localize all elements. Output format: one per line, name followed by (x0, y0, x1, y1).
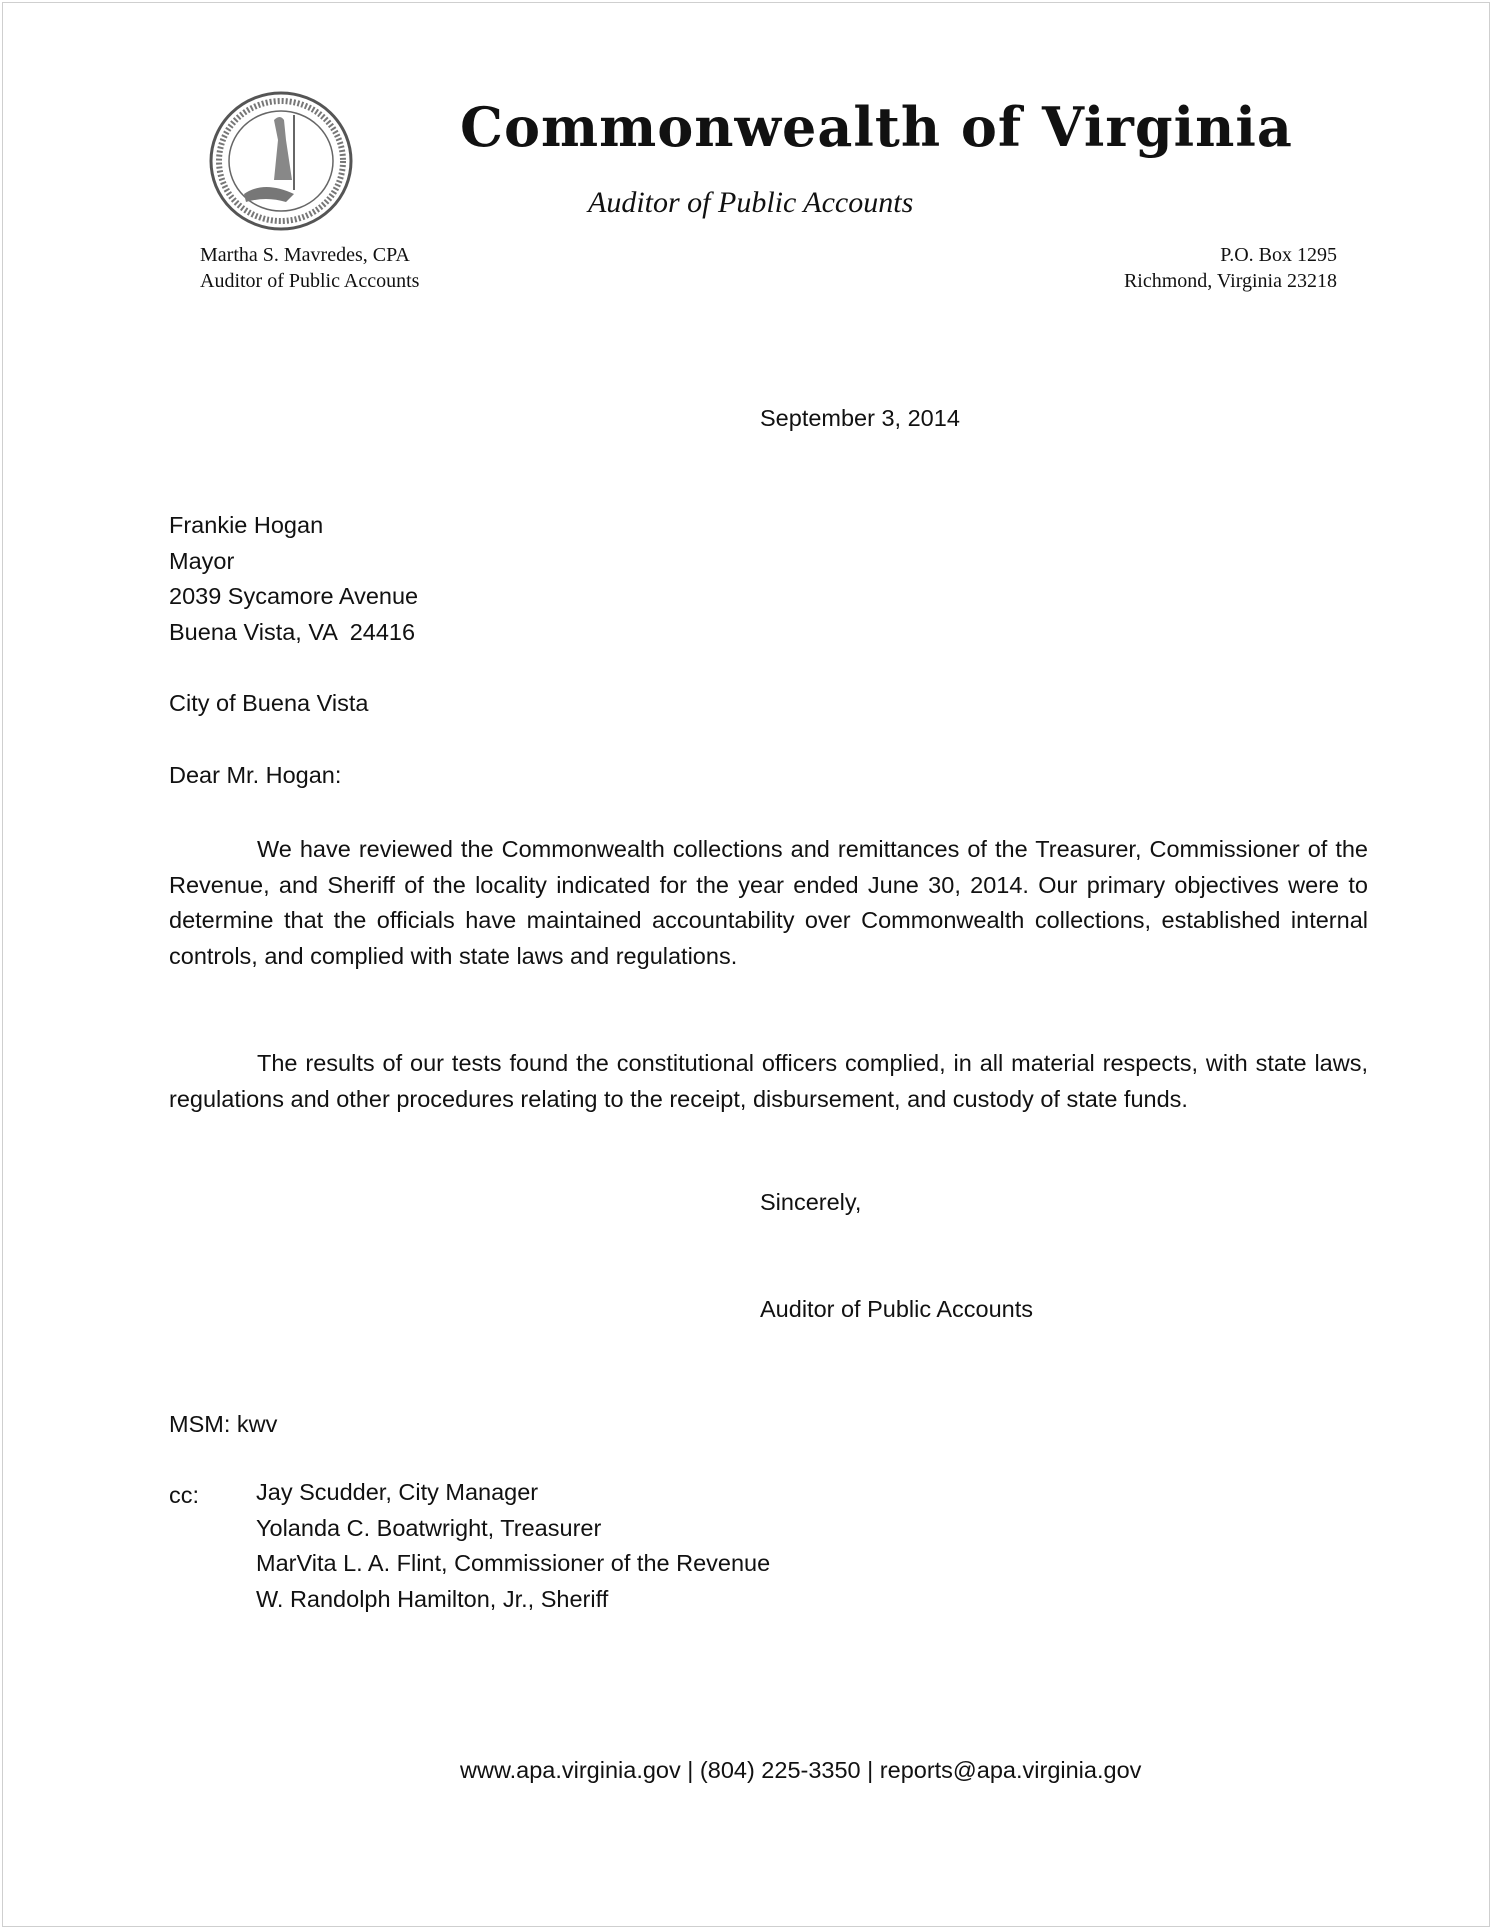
salutation: Dear Mr. Hogan: (169, 762, 342, 788)
footer-phone: (804) 225-3350 (699, 1757, 861, 1783)
locality: City of Buena Vista (169, 690, 369, 716)
cc-item: MarVita L. A. Flint, Commissioner of the Revenue (256, 1550, 771, 1577)
body-paragraph: The results of our tests found the constitutional officers complied, in all material respects, with state laws, regulations and other procedures relating to the receipt, disbursement, and custody of state funds. (169, 1050, 1368, 1112)
cc-item: W. Randolph Hamilton, Jr., Sheriff (256, 1586, 609, 1613)
recipient-city: Buena Vista, VA 24416 (169, 619, 416, 645)
signature: Auditor of Public Accounts (760, 1296, 1034, 1322)
letter-date: September 3, 2014 (760, 405, 960, 431)
auditor-name: Martha S. Mavredes, CPA (200, 244, 410, 266)
recipient-title: Mayor (169, 548, 235, 574)
cc-item: Yolanda C. Boatwright, Treasurer (256, 1514, 602, 1541)
footer-separator: | (680, 1757, 700, 1783)
footer (460, 1757, 1141, 1784)
footer-website[interactable]: www.apa.virginia.gov (460, 1757, 681, 1783)
po-box: P.O. Box 1295 (1220, 244, 1337, 266)
recipient-street: 2039 Sycamore Avenue (169, 583, 419, 609)
closing: Sincerely, (760, 1189, 862, 1215)
cc-item: Jay Scudder, City Manager (256, 1479, 539, 1505)
cc-list (256, 1475, 770, 1618)
office-address-block (1124, 242, 1337, 294)
auditor-title: Auditor of Public Accounts (200, 270, 420, 292)
letterhead-subtitle: Auditor of Public Accounts (588, 186, 914, 219)
cc-label: cc: (169, 1482, 200, 1508)
footer-email-link[interactable]: reports@apa.virginia.gov (879, 1757, 1142, 1783)
typist-initials: MSM: kwv (169, 1411, 278, 1437)
virginia-seal-icon (208, 90, 354, 232)
letterhead-title: Commonwealth of Virginia (460, 95, 1293, 159)
footer-separator: | (860, 1757, 880, 1783)
auditor-name-block (200, 242, 419, 294)
body-paragraph: We have reviewed the Commonwealth collections and remittances of the Treasurer, Commissioner of the Revenue, and Sheriff of the locality indicated for the year ended June 30, 2014. Our primary objectives were to determine that the officials have maintained accountability over Commonwealth collections, established internal controls, and complied with state laws and regulations. (169, 836, 1368, 970)
recipient-name: Frankie Hogan (169, 512, 324, 538)
city-state-zip: Richmond, Virginia 23218 (1123, 270, 1337, 292)
